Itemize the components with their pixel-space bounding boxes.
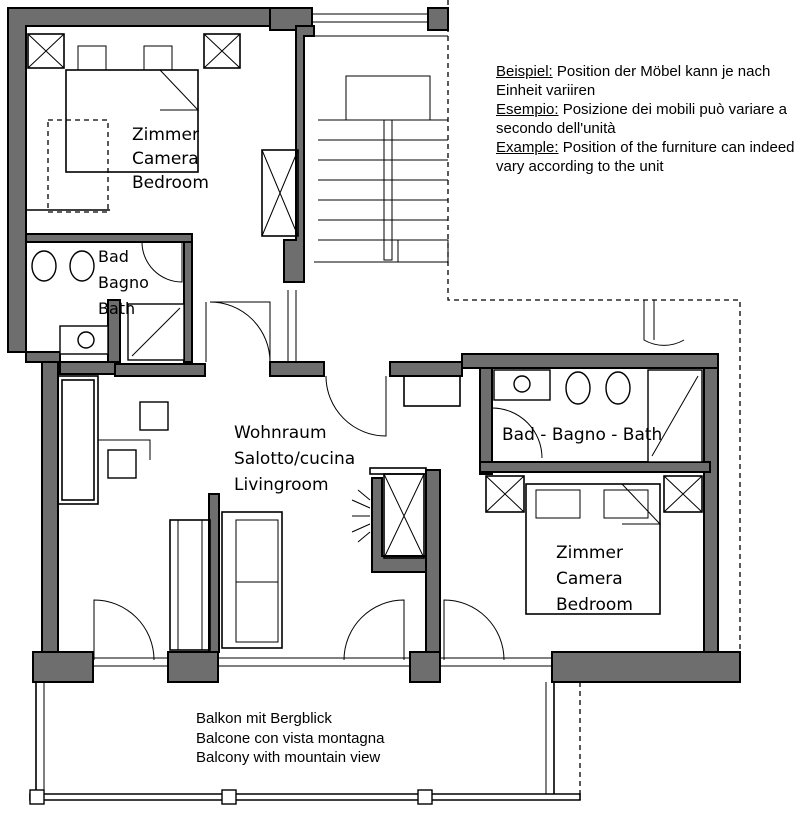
note-de-label: Beispiel:: [496, 63, 553, 80]
svg-text:Zimmer: Zimmer: [132, 125, 199, 145]
note-en-text: Position of the furniture can indeed vary according to the unit: [496, 139, 795, 175]
svg-text:Camera: Camera: [132, 149, 199, 169]
svg-text:Bath: Bath: [98, 299, 136, 318]
label-living: [234, 423, 355, 495]
balcony-label-en: Balcony with mountain view: [196, 749, 381, 766]
note-en: [496, 138, 796, 176]
svg-text:Zimmer: Zimmer: [556, 543, 623, 563]
svg-text:Bedroom: Bedroom: [132, 173, 209, 193]
balcony-label-it: Balcone con vista montagna: [196, 729, 385, 747]
svg-text:Bagno: Bagno: [98, 273, 149, 292]
furniture-note: [496, 62, 796, 176]
balcony-label: [196, 709, 384, 768]
note-it-label: Esempio:: [496, 101, 559, 118]
windows-bottom: [93, 658, 552, 666]
balcony-label-de: Balkon mit Bergblick: [196, 710, 332, 727]
label-bath-right: Bad - Bagno - Bath: [502, 425, 663, 445]
note-it: [496, 100, 796, 138]
note-it-text: Posizione dei mobili può variare a secondo dell'unità: [496, 101, 787, 137]
note-de: [496, 62, 796, 100]
svg-text:Livingroom: Livingroom: [234, 475, 329, 495]
note-en-label: Example:: [496, 139, 559, 156]
label-bedroom-top: [132, 125, 209, 193]
living-furniture: [58, 376, 542, 660]
svg-text:Wohnraum: Wohnraum: [234, 423, 327, 443]
label-bedroom-right: [556, 543, 633, 615]
svg-text:Bad: Bad: [98, 247, 129, 266]
bath-right-fixtures: [494, 370, 702, 462]
stairs: [318, 76, 448, 262]
svg-text:Bedroom: Bedroom: [556, 595, 633, 615]
svg-text:Salotto/cucina: Salotto/cucina: [234, 449, 356, 469]
svg-text:Camera: Camera: [556, 569, 623, 589]
note-de-text: Position der Möbel kann je nach Einheit variiren: [496, 63, 771, 99]
doors-top: [206, 290, 684, 362]
